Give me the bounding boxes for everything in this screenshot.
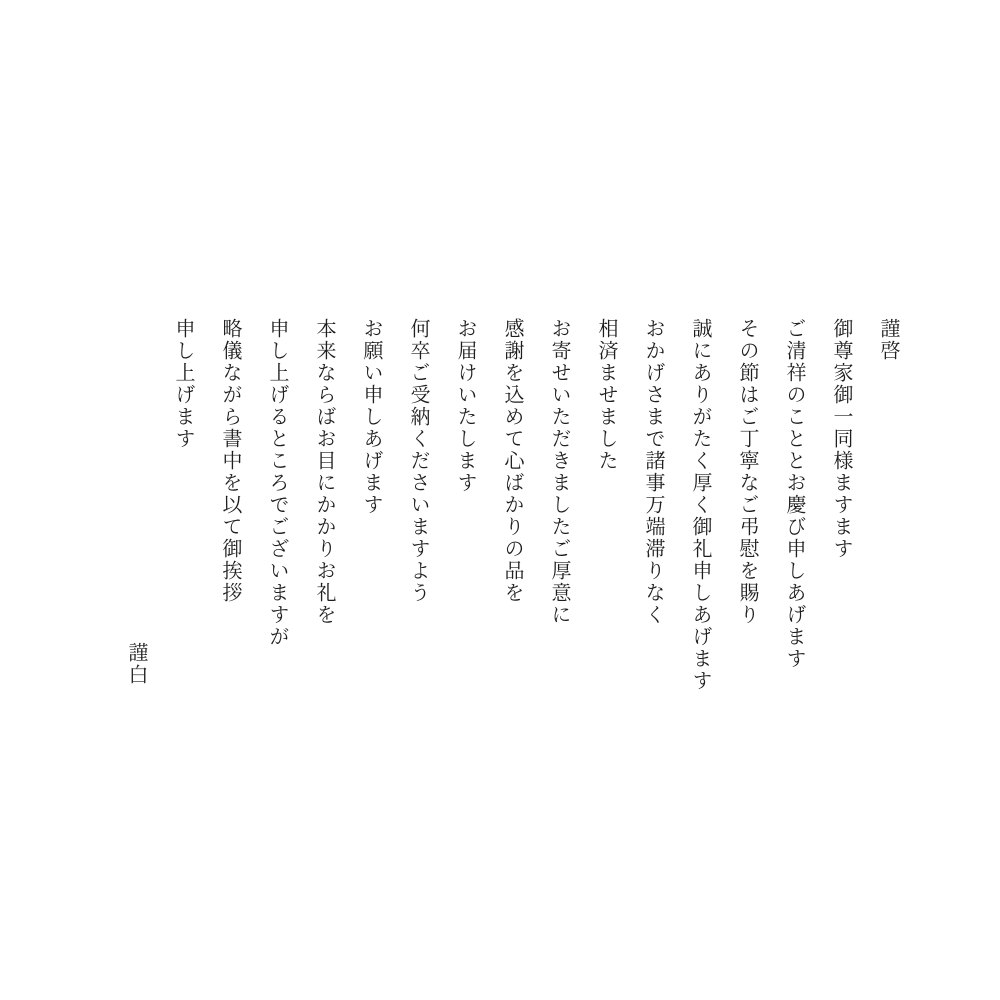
letter-line-7: お寄せいただきましたご厚意に xyxy=(548,318,572,626)
letter-line-13: 申し上げるところでございますが xyxy=(266,318,290,648)
letter-opening: 謹啓 xyxy=(877,318,901,362)
letter-line-8: 感謝を込めて心ばかりの品を xyxy=(501,318,525,604)
letter-line-3: その節はご丁寧なご弔慰を賜り xyxy=(736,318,760,626)
letter-line-15: 申し上げます xyxy=(172,318,196,450)
letter-line-1: 御尊家御一同様ますます xyxy=(830,318,854,560)
letter-line-6: 相済ませました xyxy=(595,318,619,472)
letter-line-2: ご清祥のこととお慶び申しあげます xyxy=(783,318,807,670)
letter-line-9: お届けいたします xyxy=(454,318,478,494)
letter-body xyxy=(113,318,912,692)
letter-line-5: おかげさまで諸事万端滞りなく xyxy=(642,318,666,626)
letter-line-12: 本来ならばお目にかかりお礼を xyxy=(313,318,337,626)
letter-line-11: お願い申しあげます xyxy=(360,318,384,516)
letter-line-4: 誠にありがたく厚く御礼申しあげます xyxy=(689,318,713,692)
letter-closing: 謹白 xyxy=(125,642,149,686)
letter-line-14: 略儀ながら書中を以て御挨拶 xyxy=(219,318,243,604)
letter-line-10: 何卒ご受納くださいますよう xyxy=(407,318,431,604)
